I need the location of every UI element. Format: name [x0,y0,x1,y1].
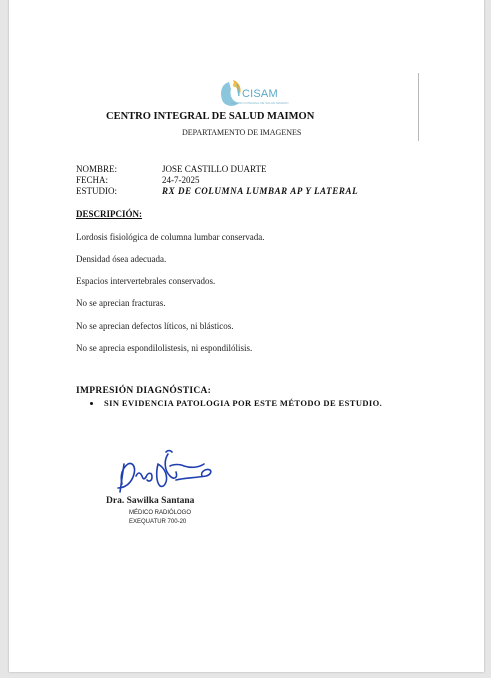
study-label: ESTUDIO: [76,186,117,196]
description-line: Espacios intervertebrales conservados. [76,276,216,286]
study-value: RX DE COLUMNA LUMBAR AP Y LATERAL [162,186,359,196]
description-line: Densidad ósea adecuada. [76,254,167,264]
date-value: 24-7-2025 [162,175,200,185]
description-line: No se aprecia espondilolistesis, ni espondilólisis. [76,343,253,353]
signature-license: EXEQUATUR 700-20 [129,519,187,525]
name-label: NOMBRE: [76,164,118,174]
handwritten-signature [106,446,216,498]
logo-subtext: CENTRO INTEGRAL DE SALUD MAIMON [231,101,289,105]
impression-title: IMPRESIÓN DIAGNÓSTICA: [76,386,212,396]
signature-role: MÉDICO RADIÓLOGO [129,510,192,516]
bullet-icon [90,402,93,405]
impression-item [90,398,382,408]
description-title: DESCRIPCIÓN: [76,209,143,219]
impression-item-text: SIN EVIDENCIA PATOLOGIA POR ESTE MÉTODO DE ESTUDIO. [104,398,383,408]
organization-name: CENTRO INTEGRAL DE SALUD MAIMON [106,111,315,122]
description-line: No se aprecian defectos líticos, ni blásticos. [76,321,234,331]
description-line: No se aprecian fracturas. [76,298,166,308]
date-label: FECHA: [76,175,109,185]
department-name: DEPARTAMENTO DE IMAGENES [182,128,302,137]
logo-text: CISAM [242,88,278,100]
document-page [9,0,484,672]
name-value: JOSE CASTILLO DUARTE [162,164,267,174]
signature-name: Dra. Sawilka Santana [106,496,195,506]
description-line: Lordosis fisiológica de columna lumbar conservada. [76,232,265,242]
margin-guide-line [418,73,419,141]
